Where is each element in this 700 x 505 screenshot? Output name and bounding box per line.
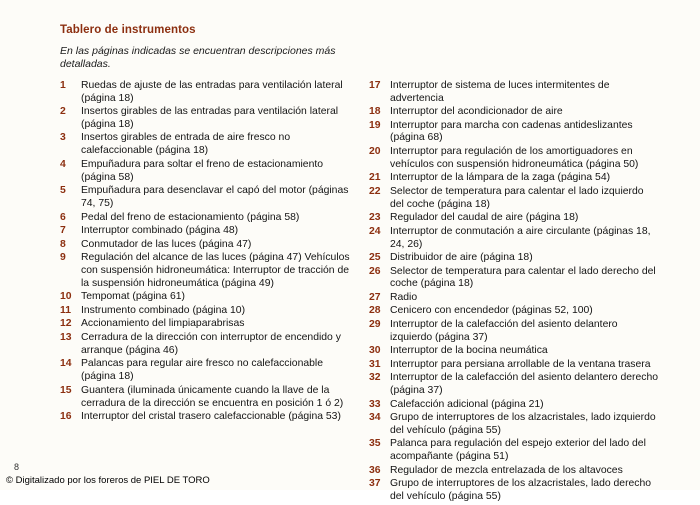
list-item-number: 3 (60, 132, 66, 144)
list-item-number: 10 (60, 291, 72, 303)
list-item-number: 26 (369, 265, 381, 277)
list-item-text: Tempomat (página 61) (81, 291, 185, 303)
list-item-text: Accionamiento del limpiaparabrisas (81, 318, 245, 330)
list-item (369, 399, 660, 412)
list-item-number: 22 (369, 185, 381, 197)
list-item (60, 358, 351, 384)
left-column (60, 80, 351, 425)
list-item-number: 35 (369, 438, 381, 450)
list-item-number: 36 (369, 464, 381, 476)
list-item (60, 385, 351, 411)
intro-paragraph: En las páginas indicadas se encuentran descripciones más detalladas. (60, 45, 336, 71)
list-item-text: Guantera (iluminada únicamente cuando la llave de la cerradura de la dirección se encuentra en posición 1 ó 2) (81, 384, 344, 409)
list-item-text: Interruptor de conmutación a aire circulante (páginas 18, 24, 26) (390, 225, 651, 250)
list-item-text: Calefacción adicional (página 21) (390, 398, 544, 410)
list-item (369, 345, 660, 358)
list-item-number: 27 (369, 291, 381, 303)
list-item (60, 225, 351, 238)
list-item-number: 17 (369, 79, 381, 91)
list-item-text: Selector de temperatura para calentar el lado derecho del coche (página 18) (390, 265, 656, 290)
list-item-text: Conmutador de las luces (página 47) (81, 238, 252, 250)
list-item-text: Ruedas de ajuste de las entradas para ventilación lateral (página 18) (81, 79, 343, 104)
list-item (369, 252, 660, 265)
list-item-text: Regulador del caudal de aire (página 18) (390, 212, 579, 224)
list-item (369, 186, 660, 212)
list-item (60, 212, 351, 225)
list-item (60, 318, 351, 331)
list-item-text: Palanca para regulación del espejo exterior del lado del acompañante (página 51) (390, 438, 646, 463)
list-item-number: 28 (369, 305, 381, 317)
list-item-number: 23 (369, 212, 381, 224)
list-item (369, 412, 660, 438)
list-item-text: Interruptor para marcha con cadenas antideslizantes (página 68) (390, 119, 633, 144)
list-item (369, 146, 660, 172)
list-item-number: 6 (60, 211, 66, 223)
list-item (60, 305, 351, 318)
list-item (60, 106, 351, 132)
list-item-number: 20 (369, 145, 381, 157)
list-item (369, 305, 660, 318)
list-item-text: Regulación del alcance de las luces (página 47) Vehículos con suspensión hidroneumática: Interruptor de tracción de la suspensión hidroneumática (página 49) (81, 252, 350, 289)
list-item (369, 372, 660, 398)
list-item (60, 332, 351, 358)
list-item-text: Interruptor de la lámpara de la zaga (página 54) (390, 172, 611, 184)
list-item-number: 29 (369, 318, 381, 330)
legend-list-left (60, 80, 351, 424)
list-item-number: 2 (60, 106, 66, 118)
list-item (60, 185, 351, 211)
list-item-number: 34 (369, 411, 381, 423)
list-item-number: 1 (60, 79, 66, 91)
page-title: Tablero de instrumentos (60, 24, 196, 36)
list-item-text: Interruptor de la calefacción del asiento delantero derecho (página 37) (390, 372, 659, 397)
right-column (369, 80, 660, 505)
list-item-number: 18 (369, 106, 381, 118)
list-item-text: Distribuidor de aire (página 18) (390, 252, 533, 264)
list-item-text: Interruptor de la calefacción del asiento delantero izquierdo (página 37) (390, 318, 618, 343)
list-item-text: Insertos girables de las entradas para ventilación lateral (página 18) (81, 106, 339, 131)
list-item (369, 266, 660, 292)
list-item-text: Interruptor de sistema de luces intermitentes de advertencia (390, 79, 610, 104)
list-item-number: 24 (369, 225, 381, 237)
list-item-number: 37 (369, 478, 381, 490)
list-item-number: 13 (60, 331, 72, 343)
list-item (369, 226, 660, 252)
list-item (60, 239, 351, 252)
list-item (369, 359, 660, 372)
list-item-text: Cenicero con encendedor (páginas 52, 100) (390, 305, 593, 317)
list-item-text: Interruptor para persiana arrollable de la ventana trasera (390, 358, 651, 370)
list-item (369, 465, 660, 478)
list-item-number: 4 (60, 158, 66, 170)
list-item-text: Grupo de interruptores de los alzacristales, lado izquierdo del vehículo (página 55) (390, 411, 656, 436)
list-item-text: Empuñadura para soltar el freno de estacionamiento (página 58) (81, 158, 324, 183)
list-item-number: 16 (60, 410, 72, 422)
page-number: 8 (14, 462, 20, 472)
list-item (369, 80, 660, 106)
list-item (60, 80, 351, 106)
list-item-text: Pedal del freno de estacionamiento (página 58) (81, 211, 300, 223)
legend-list-right (369, 80, 660, 505)
list-item-number: 15 (60, 384, 72, 396)
list-item (60, 411, 351, 424)
document-content (60, 24, 660, 505)
list-item-number: 8 (60, 238, 66, 250)
list-item-text: Interruptor combinado (página 48) (81, 225, 239, 237)
list-item-text: Insertos girables de entrada de aire fresco no calefaccionable (página 18) (81, 132, 291, 157)
list-item-number: 19 (369, 119, 381, 131)
list-item-text: Cerradura de la dirección con interruptor de encendido y arranque (página 46) (81, 331, 341, 356)
list-item-text: Interruptor del acondicionador de aire (390, 106, 563, 118)
list-item-text: Instrumento combinado (página 10) (81, 304, 246, 316)
list-item-text: Selector de temperatura para calentar el lado izquierdo del coche (página 18) (390, 185, 644, 210)
list-item (369, 212, 660, 225)
list-item-number: 32 (369, 372, 381, 384)
list-item-text: Radio (390, 291, 418, 303)
list-item-text: Empuñadura para desenclavar el capó del motor (páginas 74, 75) (81, 185, 349, 210)
list-item-number: 30 (369, 345, 381, 357)
list-item-number: 11 (60, 304, 71, 316)
list-item (369, 106, 660, 119)
footer-credit: © Digitalizado por los foreros de PIEL DE TORO (6, 475, 210, 486)
list-item-text: Interruptor para regulación de los amortiguadores en vehículos con suspensión hidroneumática (página 50) (390, 145, 639, 170)
list-item (369, 478, 660, 504)
list-item (369, 172, 660, 185)
list-item (60, 132, 351, 158)
list-item-number: 14 (60, 358, 72, 370)
list-item (369, 292, 660, 305)
list-item (60, 159, 351, 185)
list-item (60, 252, 351, 291)
list-item-number: 5 (60, 185, 66, 197)
list-item-text: Regulador de mezcla entrelazada de los altavoces (390, 464, 623, 476)
list-item (369, 319, 660, 345)
list-item (369, 120, 660, 146)
list-item-text: Palancas para regular aire fresco no calefaccionable (página 18) (81, 358, 324, 383)
list-item-text: Interruptor de la bocina neumática (390, 345, 548, 357)
two-column-layout (60, 80, 660, 505)
list-item-number: 31 (369, 358, 381, 370)
list-item-number: 25 (369, 252, 381, 264)
list-item-text: Grupo de interruptores de los alzacristales, lado derecho del vehículo (página 55) (390, 478, 652, 503)
list-item (369, 438, 660, 464)
list-item-number: 21 (369, 172, 381, 184)
list-item-text: Interruptor del cristal trasero calefaccionable (página 53) (81, 410, 341, 422)
list-item-number: 7 (60, 225, 66, 237)
list-item-number: 12 (60, 318, 72, 330)
list-item (60, 291, 351, 304)
list-item-number: 33 (369, 398, 381, 410)
list-item-number: 9 (60, 252, 66, 264)
